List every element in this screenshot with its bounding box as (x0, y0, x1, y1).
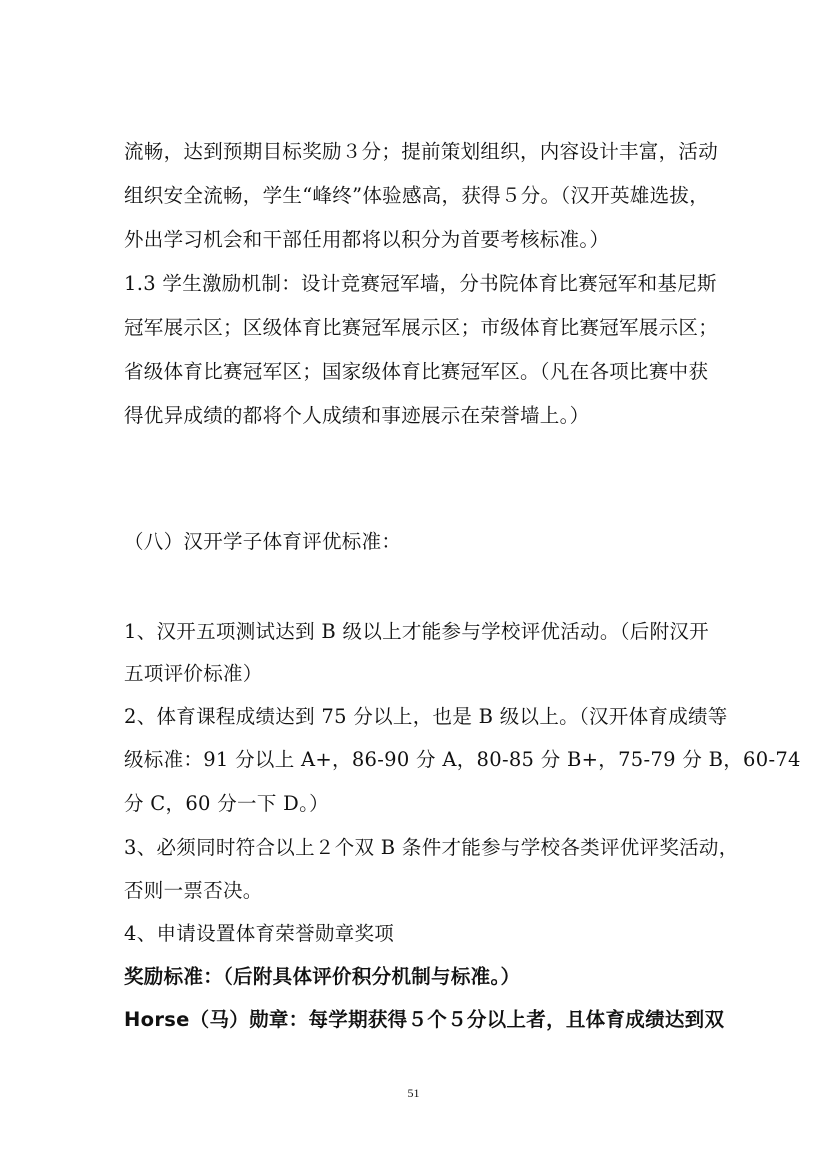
section-heading: （八）汉开学子体育评优标准： (124, 530, 402, 553)
paragraph-line: 3、必须同时符合以上２个双 B 条件才能参与学校各类评优评奖活动， (124, 836, 739, 859)
paragraph-line: 省级体育比赛冠军区；国家级体育比赛冠军区。（凡在各项比赛中获 (124, 360, 709, 383)
horse-medal-line: Horse（马）勋章：每学期获得５个５分以上者，且体育成绩达到双 (124, 1008, 725, 1031)
paragraph-line: 流畅，达到预期目标奖励３分；提前策划组织，内容设计丰富，活动 (124, 140, 719, 163)
paragraph-line: 组织安全流畅，学生“峰终”体验感高，获得５分。（汉开英雄选拔， (124, 184, 709, 207)
paragraph-line: 4、申请设置体育荣誉勋章奖项 (124, 922, 395, 945)
page-number: 51 (407, 1086, 420, 1100)
paragraph-line: 否则一票否决。 (124, 879, 263, 902)
paragraph-line: 1.3 学生激励机制：设计竞赛冠军墙，分书院体育比赛冠军和基尼斯 (124, 272, 717, 295)
paragraph-line: 得优异成绩的都将个人成绩和事迹展示在荣誉墙上。） (124, 404, 590, 427)
paragraph-line: 2、体育课程成绩达到 75 分以上，也是 B 级以上。（汉开体育成绩等 (124, 705, 728, 728)
paragraph-line: 级标准：91 分以上 A+，86-90 分 A，80-85 分 B+，75-79 分 B，60-74 (124, 748, 801, 771)
paragraph-line: 分 C，60 分一下 D。） (124, 792, 329, 815)
paragraph-line: 外出学习机会和干部任用都将以积分为首要考核标准。） (124, 228, 610, 251)
paragraph-line: 冠军展示区；区级体育比赛冠军展示区；市级体育比赛冠军展示区； (124, 316, 719, 339)
paragraph-line: 1、汉开五项测试达到 B 级以上才能参与学校评优活动。（后附汉开 (124, 620, 709, 643)
paragraph-line: 五项评价标准） (124, 662, 263, 685)
award-standard-heading: 奖励标准：（后附具体评价积分机制与标准。） (124, 965, 521, 988)
